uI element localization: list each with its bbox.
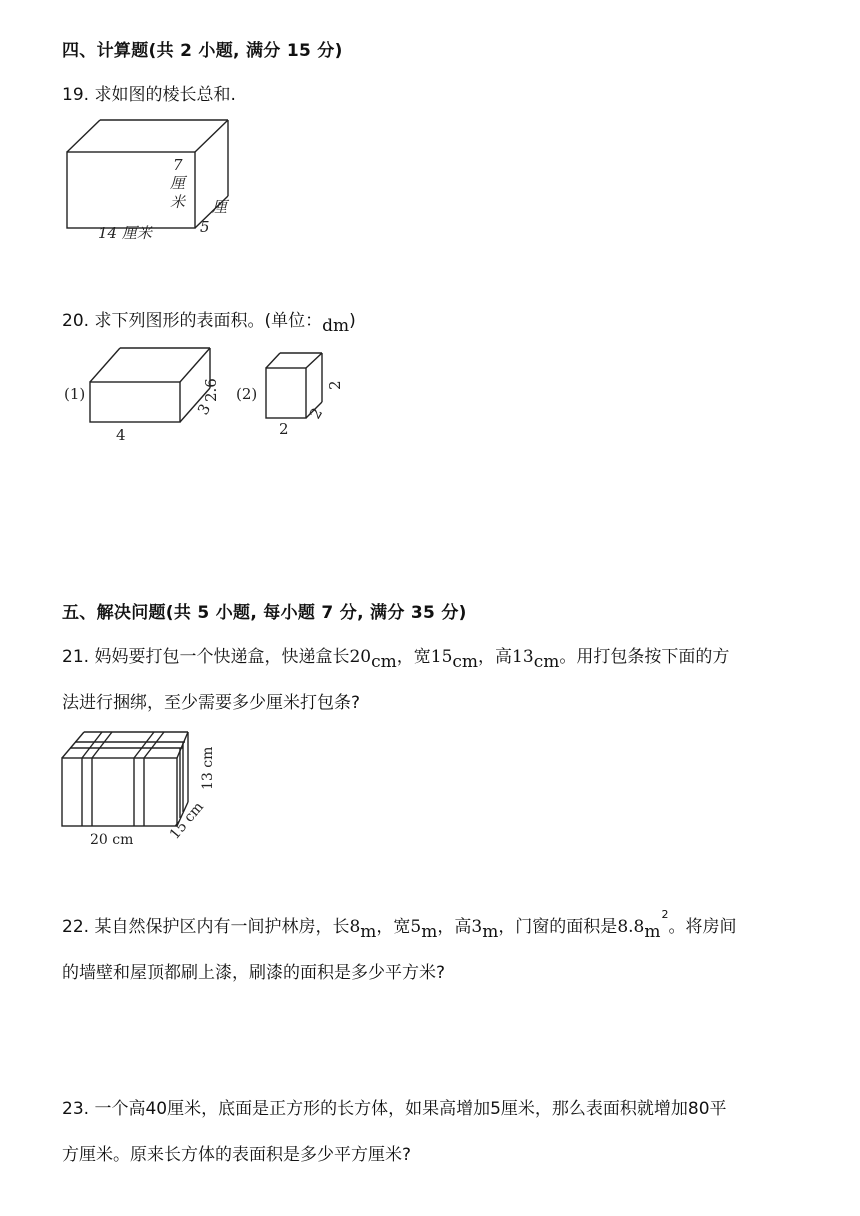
package-figure-21 — [58, 728, 228, 852]
q21-height-unit: cm — [533, 652, 560, 672]
q21-text-2: ，宽 — [396, 647, 431, 667]
q22-height-unit: m — [482, 922, 499, 942]
cuboid-figures-20 — [60, 340, 360, 450]
figure-21-length-label: 20 cm — [90, 832, 134, 848]
question-20-prompt: 20. 求下列图形的表面积。(单位： — [62, 311, 323, 331]
q21-width-value: 15 — [430, 647, 453, 667]
section-title-5: 五、解决问题(共 5 小题, 每小题 7 分, 满分 35 分) — [62, 603, 467, 623]
q22-width-value: 5 — [410, 917, 422, 937]
figure-20-2-height: 2 — [326, 380, 344, 390]
figure-20-1-width: 3 — [193, 400, 215, 418]
question-20-close: ) — [349, 311, 356, 331]
q21-text-4: 。用打包条按下面的方 — [559, 647, 730, 667]
figure-20-2-length: 2 — [279, 420, 289, 438]
q21-width-unit: cm — [452, 652, 479, 672]
width-label: 5 — [200, 218, 210, 236]
q22-height-value: 3 — [471, 917, 483, 937]
q22-text-5: 。将房间 — [668, 917, 737, 937]
q21-height-value: 13 — [512, 647, 534, 667]
figure-21-height-label: 13 cm — [200, 746, 216, 790]
figure-20-1-tag: (1) — [64, 385, 86, 403]
q22-text-3: ，高 — [437, 917, 472, 937]
question-21-line-2: 法进行捆绑，至少需要多少厘米打包条? — [62, 693, 361, 713]
figure-20-2-width: 2 — [305, 404, 327, 422]
section-title-4: 四、计算题(共 2 小题, 满分 15 分) — [62, 41, 343, 61]
q22-width-unit: m — [421, 922, 438, 942]
figure-20-1-length: 4 — [116, 426, 126, 444]
height-label-char-2: 米 — [170, 193, 186, 211]
question-20-text — [62, 306, 356, 336]
question-22-line-2: 的墙壁和屋顶都刷上漆，刷漆的面积是多少平方米? — [62, 963, 446, 983]
height-label-char-1: 厘 — [170, 174, 186, 192]
q21-text-1: 21. 妈妈要打包一个快递盒，快递盒长 — [62, 647, 350, 667]
question-19-text: 19. 求如图的棱长总和. — [62, 85, 236, 105]
width-unit-label: 厘 — [212, 198, 228, 216]
q22-text-1: 22. 某自然保护区内有一间护林房，长 — [62, 917, 350, 937]
q22-length-unit: m — [360, 922, 377, 942]
figure-21-width-label: 15 cm — [166, 799, 207, 843]
question-20-unit: dm — [322, 316, 350, 336]
q21-text-3: ，高 — [478, 647, 513, 667]
figure-20-1-height: 2.6 — [202, 378, 220, 402]
question-23-line-1: 23. 一个高40厘米，底面是正方形的长方体，如果高增加5厘米，那么表面积就增加80平 — [62, 1099, 727, 1119]
q22-area-unit: m — [644, 922, 661, 942]
q21-length-value: 20 — [349, 647, 372, 667]
q21-length-unit: cm — [371, 652, 397, 672]
length-label: 14 厘米 — [98, 224, 152, 242]
q22-area-value: 8.8 — [617, 917, 645, 937]
q22-area-exponent: 2 — [661, 908, 669, 921]
q22-text-2: ，宽 — [376, 917, 411, 937]
question-22-line-1 — [62, 908, 737, 942]
q22-text-4: ，门窗的面积是 — [498, 917, 618, 937]
question-23-line-2: 方厘米。原来长方体的表面积是多少平方厘米? — [62, 1145, 412, 1165]
figure-20-2-tag: (2) — [236, 385, 258, 403]
question-21-line-1 — [62, 642, 730, 672]
height-label-7: 7 — [173, 156, 183, 174]
q22-length-value: 8 — [349, 917, 361, 937]
cuboid-figure-20-1 — [90, 348, 210, 422]
cuboid-figure-19 — [60, 112, 250, 247]
